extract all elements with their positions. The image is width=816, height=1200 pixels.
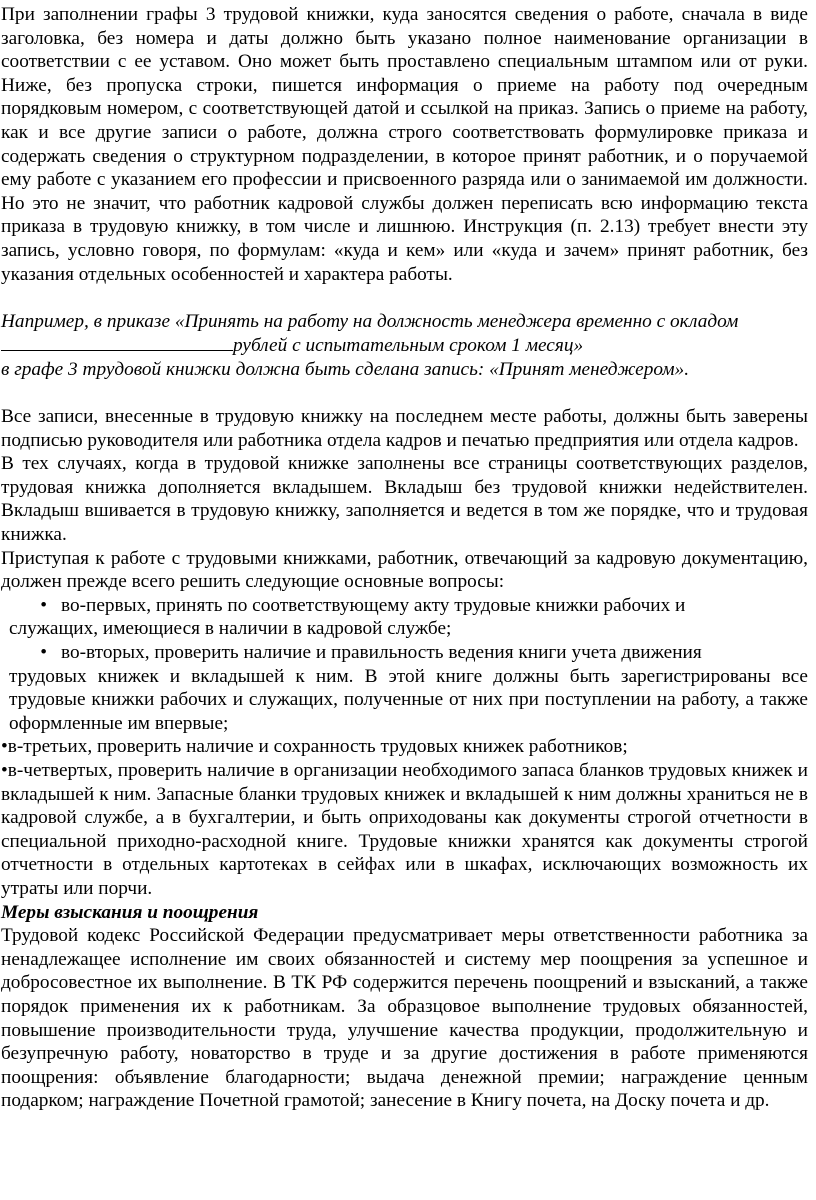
list-item-second xyxy=(1,641,808,665)
paragraph-certification: Все записи, внесенные в трудовую книжку на последнем месте работы, должны быть заверены подписью руководителя или работника отдела кадров и печатью предприятия или отдела кадров. xyxy=(1,406,808,451)
bullet-icon: • xyxy=(1,760,8,781)
example-line-2-text: рублей с испытательным сроком 1 месяц» xyxy=(233,335,584,357)
paragraph-rewards-penalties: Трудовой кодекс Российской Федерации предусматривает меры ответственности работника за ненадлежащее исполнение им своих обязанностей и систему мер поощрения за успешное и добросовестное их выполнение. В ТК РФ содержится перечень поощрений и взысканий, а также порядок применения их к работникам. За образцовое выполнение трудовых обязанностей, повышение производительности труда, улучшение качества продукции, продолжительную и безупречную работу, новаторство в труде и за другие достижения в работе применяются поощрения: объявление благодарности; выдача денежной премии; награждение ценным подарком; награждение Почетной грамотой; занесение в Книгу почета, на Доску почета и др. xyxy=(1,925,808,1112)
paragraph-spacer xyxy=(1,286,808,310)
example-line-3: в графе 3 трудовой книжки должна быть сделана запись: «Принят менеджером». xyxy=(1,358,690,380)
paragraph-work-record-rules: При заполнении графы 3 трудовой книжки, куда заносятся сведения о работе, сначала в виде заголовка, без номера и даты должно быть указано полное наименование организации в соответствии с ее уставом. Оно может быть проставлено специальным штампом или от руки. Ниже, без пропуска строки, пишется информация о приеме на работу под очередным порядковым номером, с соответствующей датой и ссылкой на приказ. Запись о приеме на работу, как и все другие записи о работе, должна строго соответствовать формулировке приказа и содержать сведения о структурном подразделении, в которое принят работник, и о поручаемой ему работе с указанием его профессии и присвоенного разряда или о занимаемой им должности. Но это не значит, что работник кадровой службы должен переписать всю информацию текста приказа в трудовую книжку, в том числе и лишнюю. Инструкция (п. 2.13) требует внести эту запись, условно говоря, по формулам: «куда и кем» или «куда и зачем» принят работник, без указания отдельных особенностей и характера работы. xyxy=(1,4,808,285)
list-item-first-text: во-первых, принять по соответствующему акту трудовые книжки рабочих и xyxy=(61,594,686,616)
list-item-second-continuation: трудовых книжек и вкладышей к ним. В этой книге должны быть зарегистрированы все трудовые книжки рабочих и служащих, полученные от них при поступлении на работу, а также оформленные им впервые; xyxy=(9,665,808,734)
paragraph-spacer xyxy=(1,382,808,406)
paragraph-main-questions: Приступая к работе с трудовыми книжками, работник, отвечающий за кадровую документацию, должен прежде всего решить следующие основные вопросы: xyxy=(1,547,808,593)
paragraph-insert-sheet: В тех случаях, когда в трудовой книжке заполнены все страницы соответствующих разделов, трудовая книжка дополняется вкладышем. Вкладыш без трудовой книжки недействителен. Вкладыш вшивается в трудовую книжку, заполняется и ведется в том же порядке, что и трудовая книжка. xyxy=(1,453,808,546)
salary-blank-field xyxy=(1,333,233,351)
list-item-third xyxy=(1,735,808,759)
example-line-1: Например, в приказе «Принять на работу на должность менеджера временно с окладом xyxy=(1,310,739,332)
bullet-icon: • xyxy=(40,642,47,664)
list-item-fourth-text: в-четвертых, проверить наличие в организации необходимого запаса бланков трудовых книжек и вкладышей к ним. Запасные бланки трудовых книжек и вкладышей к ним должны храниться не в кадровой службе, а в бухгалтерии, и быть оприходованы как документы строгой отчетности в специальной приходно-расходной книге. Трудовые книжки хранятся как документы строгой отчетности в отдельных картотеках в сейфах или в шкафах, исключающих возможность их утраты или порчи. xyxy=(1,760,808,899)
list-item-fourth xyxy=(1,759,808,901)
list-item-second-text: во-вторых, проверить наличие и правильность ведения книги учета движения xyxy=(61,642,702,664)
bullet-icon: • xyxy=(1,736,8,758)
list-item-first xyxy=(1,594,808,618)
bullet-icon: • xyxy=(40,594,47,616)
list-item-third-text: в-третьих, проверить наличие и сохранность трудовых книжек работников; xyxy=(7,736,628,758)
example-line-2 xyxy=(1,333,808,358)
list-item-first-continuation: служащих, имеющиеся в наличии в кадровой службе; xyxy=(9,618,452,640)
section-heading: Меры взыскания и поощрения xyxy=(1,901,259,923)
